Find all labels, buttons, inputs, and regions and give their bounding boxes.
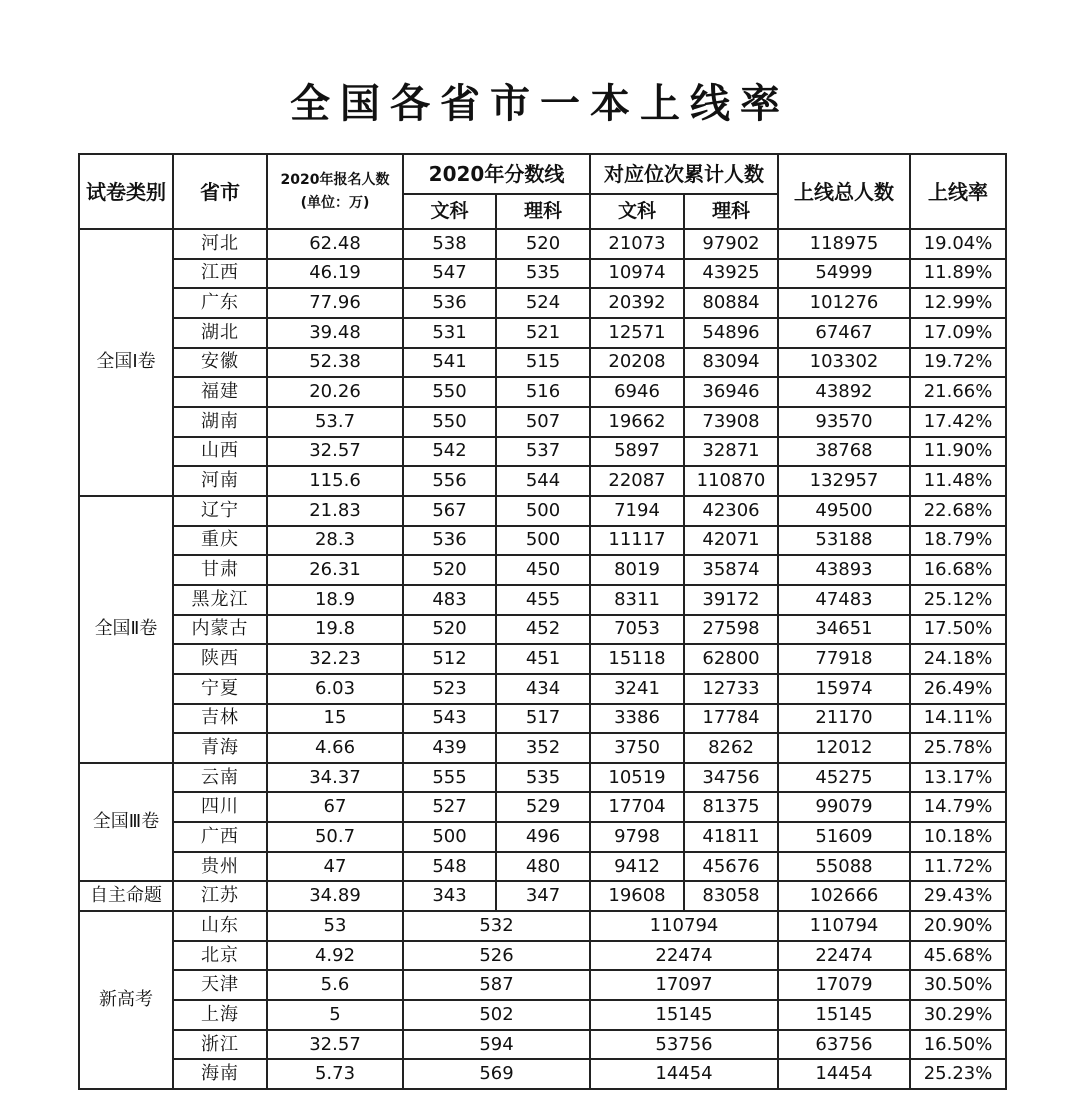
total-cell: 93570 — [778, 407, 910, 437]
category-cell: 自主命题 — [79, 881, 173, 911]
cum-liberal-arts-cell: 7053 — [590, 615, 684, 645]
province-cell: 广东 — [173, 288, 267, 318]
total-cell: 43893 — [778, 555, 910, 585]
province-cell: 浙江 — [173, 1030, 267, 1060]
score-liberal-arts-cell: 556 — [403, 466, 496, 496]
rate-cell: 30.50% — [910, 970, 1006, 1000]
table-row — [79, 377, 1006, 407]
applicants-cell: 28.3 — [267, 526, 403, 556]
category-cell: 全国Ⅲ卷 — [79, 763, 173, 882]
total-cell: 103302 — [778, 348, 910, 378]
cum-liberal-arts-cell: 19608 — [590, 881, 684, 911]
score-science-cell: 535 — [496, 259, 590, 289]
total-cell: 101276 — [778, 288, 910, 318]
score-science-cell: 544 — [496, 466, 590, 496]
table-row — [79, 881, 1006, 911]
applicants-cell: 50.7 — [267, 822, 403, 852]
cum-science-cell: 83094 — [684, 348, 778, 378]
total-cell: 47483 — [778, 585, 910, 615]
score-liberal-arts-cell: 536 — [403, 288, 496, 318]
cum-science-cell: 36946 — [684, 377, 778, 407]
total-cell: 22474 — [778, 941, 910, 971]
province-cell: 江苏 — [173, 881, 267, 911]
header-cum-liberal-arts: 文科 — [590, 194, 684, 229]
province-cell: 福建 — [173, 377, 267, 407]
cum-liberal-arts-cell: 3750 — [590, 733, 684, 763]
applicants-cell: 21.83 — [267, 496, 403, 526]
table-row — [79, 1059, 1006, 1089]
applicants-cell: 6.03 — [267, 674, 403, 704]
table-row — [79, 229, 1006, 259]
province-cell: 河北 — [173, 229, 267, 259]
rate-cell: 22.68% — [910, 496, 1006, 526]
category-cell: 全国Ⅱ卷 — [79, 496, 173, 763]
score-science-cell: 535 — [496, 763, 590, 793]
rate-cell: 25.78% — [910, 733, 1006, 763]
cum-science-cell: 83058 — [684, 881, 778, 911]
province-cell: 宁夏 — [173, 674, 267, 704]
total-cell: 132957 — [778, 466, 910, 496]
cum-liberal-arts-cell: 7194 — [590, 496, 684, 526]
province-cell: 甘肃 — [173, 555, 267, 585]
cum-liberal-arts-cell: 22087 — [590, 466, 684, 496]
province-cell: 内蒙古 — [173, 615, 267, 645]
applicants-cell: 26.31 — [267, 555, 403, 585]
score-liberal-arts-cell: 531 — [403, 318, 496, 348]
rate-cell: 17.42% — [910, 407, 1006, 437]
cum-science-cell: 73908 — [684, 407, 778, 437]
applicants-cell: 77.96 — [267, 288, 403, 318]
table-row — [79, 911, 1006, 941]
score-science-cell: 529 — [496, 792, 590, 822]
total-cell: 51609 — [778, 822, 910, 852]
table-row — [79, 437, 1006, 467]
applicants-cell: 32.57 — [267, 437, 403, 467]
score-science-cell: 521 — [496, 318, 590, 348]
cum-liberal-arts-cell: 15118 — [590, 644, 684, 674]
table-row — [79, 1030, 1006, 1060]
cum-liberal-arts-cell: 8311 — [590, 585, 684, 615]
header-rate: 上线率 — [910, 154, 1006, 229]
table-row — [79, 496, 1006, 526]
rate-cell: 29.43% — [910, 881, 1006, 911]
score-science-cell: 496 — [496, 822, 590, 852]
rate-cell: 19.04% — [910, 229, 1006, 259]
applicants-cell: 62.48 — [267, 229, 403, 259]
province-cell: 重庆 — [173, 526, 267, 556]
applicants-cell: 19.8 — [267, 615, 403, 645]
cum-liberal-arts-cell: 3241 — [590, 674, 684, 704]
province-cell: 湖南 — [173, 407, 267, 437]
total-cell: 15974 — [778, 674, 910, 704]
cum-liberal-arts-cell: 9798 — [590, 822, 684, 852]
applicants-cell: 18.9 — [267, 585, 403, 615]
header-cumulative: 对应位次累计人数 — [590, 154, 778, 194]
rate-cell: 21.66% — [910, 377, 1006, 407]
cum-liberal-arts-cell: 20208 — [590, 348, 684, 378]
table-row — [79, 733, 1006, 763]
table-row — [79, 644, 1006, 674]
cum-science-cell: 41811 — [684, 822, 778, 852]
total-cell: 34651 — [778, 615, 910, 645]
score-liberal-arts-cell: 542 — [403, 437, 496, 467]
applicants-cell: 67 — [267, 792, 403, 822]
province-cell: 吉林 — [173, 704, 267, 734]
score-liberal-arts-cell: 523 — [403, 674, 496, 704]
cum-science-cell: 17784 — [684, 704, 778, 734]
table-row — [79, 555, 1006, 585]
score-liberal-arts-cell: 567 — [403, 496, 496, 526]
score-science-cell: 347 — [496, 881, 590, 911]
header-applicants — [267, 154, 403, 229]
applicants-cell: 39.48 — [267, 318, 403, 348]
score-science-cell: 451 — [496, 644, 590, 674]
header-category: 试卷类别 — [79, 154, 173, 229]
rate-cell: 11.90% — [910, 437, 1006, 467]
cum-science-cell: 110870 — [684, 466, 778, 496]
applicants-cell: 115.6 — [267, 466, 403, 496]
rate-cell: 11.48% — [910, 466, 1006, 496]
total-cell: 17079 — [778, 970, 910, 1000]
total-cell: 12012 — [778, 733, 910, 763]
cum-science-cell: 39172 — [684, 585, 778, 615]
score-liberal-arts-cell: 512 — [403, 644, 496, 674]
rate-cell: 20.90% — [910, 911, 1006, 941]
applicants-cell: 4.66 — [267, 733, 403, 763]
rate-cell: 30.29% — [910, 1000, 1006, 1030]
table-row — [79, 407, 1006, 437]
score-science-cell: 537 — [496, 437, 590, 467]
rate-cell: 12.99% — [910, 288, 1006, 318]
cum-liberal-arts-cell: 5897 — [590, 437, 684, 467]
province-cell: 北京 — [173, 941, 267, 971]
cum-liberal-arts-cell: 10974 — [590, 259, 684, 289]
applicants-cell: 47 — [267, 852, 403, 882]
score-science-cell: 480 — [496, 852, 590, 882]
score-liberal-arts-cell: 555 — [403, 763, 496, 793]
cumulative-cell: 17097 — [590, 970, 778, 1000]
applicants-cell: 34.37 — [267, 763, 403, 793]
score-liberal-arts-cell: 548 — [403, 852, 496, 882]
cum-science-cell: 42071 — [684, 526, 778, 556]
page-title: 全国各省市一本上线率 — [290, 81, 790, 127]
province-cell: 贵州 — [173, 852, 267, 882]
cum-liberal-arts-cell: 3386 — [590, 704, 684, 734]
rate-cell: 11.72% — [910, 852, 1006, 882]
score-science-cell: 452 — [496, 615, 590, 645]
total-cell: 14454 — [778, 1059, 910, 1089]
cum-liberal-arts-cell: 19662 — [590, 407, 684, 437]
pass-rate-table — [78, 153, 1007, 1090]
cum-liberal-arts-cell: 21073 — [590, 229, 684, 259]
cum-liberal-arts-cell: 11117 — [590, 526, 684, 556]
rate-cell: 24.18% — [910, 644, 1006, 674]
total-cell: 43892 — [778, 377, 910, 407]
table-row — [79, 792, 1006, 822]
cum-science-cell: 12733 — [684, 674, 778, 704]
cum-science-cell: 32871 — [684, 437, 778, 467]
total-cell: 118975 — [778, 229, 910, 259]
table-row — [79, 259, 1006, 289]
applicants-cell: 20.26 — [267, 377, 403, 407]
cum-science-cell: 27598 — [684, 615, 778, 645]
province-cell: 山西 — [173, 437, 267, 467]
cum-science-cell: 42306 — [684, 496, 778, 526]
table-row — [79, 466, 1006, 496]
score-liberal-arts-cell: 520 — [403, 615, 496, 645]
applicants-cell: 34.89 — [267, 881, 403, 911]
province-cell: 四川 — [173, 792, 267, 822]
score-science-cell: 434 — [496, 674, 590, 704]
table-row — [79, 763, 1006, 793]
cum-science-cell: 97902 — [684, 229, 778, 259]
score-liberal-arts-cell: 527 — [403, 792, 496, 822]
header-province: 省市 — [173, 154, 267, 229]
province-cell: 海南 — [173, 1059, 267, 1089]
score-science-cell: 507 — [496, 407, 590, 437]
applicants-cell: 15 — [267, 704, 403, 734]
header-applicants-line1: 2020年报名人数 — [280, 172, 390, 189]
rate-cell: 14.11% — [910, 704, 1006, 734]
total-cell: 53188 — [778, 526, 910, 556]
score-science-cell: 352 — [496, 733, 590, 763]
province-cell: 广西 — [173, 822, 267, 852]
cum-liberal-arts-cell: 9412 — [590, 852, 684, 882]
table-row — [79, 941, 1006, 971]
score-liberal-arts-cell: 550 — [403, 407, 496, 437]
total-cell: 67467 — [778, 318, 910, 348]
score-science-cell: 517 — [496, 704, 590, 734]
score-science-cell: 524 — [496, 288, 590, 318]
total-cell: 102666 — [778, 881, 910, 911]
table-row — [79, 348, 1006, 378]
header-score-liberal-arts: 文科 — [403, 194, 496, 229]
table-row — [79, 822, 1006, 852]
category-cell: 新高考 — [79, 911, 173, 1089]
header-score-science: 理科 — [496, 194, 590, 229]
total-cell: 45275 — [778, 763, 910, 793]
score-liberal-arts-cell: 536 — [403, 526, 496, 556]
total-cell: 55088 — [778, 852, 910, 882]
score-line-cell: 526 — [403, 941, 590, 971]
rate-cell: 26.49% — [910, 674, 1006, 704]
cum-science-cell: 81375 — [684, 792, 778, 822]
province-cell: 天津 — [173, 970, 267, 1000]
rate-cell: 45.68% — [910, 941, 1006, 971]
total-cell: 110794 — [778, 911, 910, 941]
cum-science-cell: 34756 — [684, 763, 778, 793]
rate-cell: 13.17% — [910, 763, 1006, 793]
cum-science-cell: 62800 — [684, 644, 778, 674]
rate-cell: 17.09% — [910, 318, 1006, 348]
applicants-cell: 5 — [267, 1000, 403, 1030]
category-cell: 全国Ⅰ卷 — [79, 229, 173, 496]
total-cell: 38768 — [778, 437, 910, 467]
cum-science-cell: 35874 — [684, 555, 778, 585]
rate-cell: 16.68% — [910, 555, 1006, 585]
score-liberal-arts-cell: 550 — [403, 377, 496, 407]
cum-science-cell: 8262 — [684, 733, 778, 763]
rate-cell: 11.89% — [910, 259, 1006, 289]
score-line-cell: 569 — [403, 1059, 590, 1089]
score-science-cell: 515 — [496, 348, 590, 378]
cumulative-cell: 15145 — [590, 1000, 778, 1030]
score-liberal-arts-cell: 483 — [403, 585, 496, 615]
header-cum-science: 理科 — [684, 194, 778, 229]
score-liberal-arts-cell: 520 — [403, 555, 496, 585]
province-cell: 云南 — [173, 763, 267, 793]
total-cell: 21170 — [778, 704, 910, 734]
cum-liberal-arts-cell: 17704 — [590, 792, 684, 822]
cum-liberal-arts-cell: 12571 — [590, 318, 684, 348]
applicants-cell: 53 — [267, 911, 403, 941]
score-science-cell: 500 — [496, 496, 590, 526]
table-row — [79, 585, 1006, 615]
cum-science-cell: 43925 — [684, 259, 778, 289]
score-science-cell: 520 — [496, 229, 590, 259]
table-row — [79, 615, 1006, 645]
score-line-cell: 532 — [403, 911, 590, 941]
score-liberal-arts-cell: 343 — [403, 881, 496, 911]
cumulative-cell: 22474 — [590, 941, 778, 971]
cum-science-cell: 54896 — [684, 318, 778, 348]
province-cell: 湖北 — [173, 318, 267, 348]
province-cell: 青海 — [173, 733, 267, 763]
score-liberal-arts-cell: 547 — [403, 259, 496, 289]
province-cell: 江西 — [173, 259, 267, 289]
rate-cell: 25.12% — [910, 585, 1006, 615]
table-row — [79, 704, 1006, 734]
header-score-line: 2020年分数线 — [403, 154, 590, 194]
table-body — [79, 229, 1006, 1089]
score-liberal-arts-cell: 541 — [403, 348, 496, 378]
rate-cell: 25.23% — [910, 1059, 1006, 1089]
rate-cell: 10.18% — [910, 822, 1006, 852]
cum-liberal-arts-cell: 20392 — [590, 288, 684, 318]
total-cell: 49500 — [778, 496, 910, 526]
applicants-cell: 4.92 — [267, 941, 403, 971]
header-applicants-line2: (单位：万) — [300, 194, 370, 211]
rate-cell: 19.72% — [910, 348, 1006, 378]
score-line-cell: 594 — [403, 1030, 590, 1060]
cum-liberal-arts-cell: 6946 — [590, 377, 684, 407]
province-cell: 山东 — [173, 911, 267, 941]
total-cell: 15145 — [778, 1000, 910, 1030]
cum-liberal-arts-cell: 8019 — [590, 555, 684, 585]
score-liberal-arts-cell: 500 — [403, 822, 496, 852]
table-row — [79, 1000, 1006, 1030]
total-cell: 54999 — [778, 259, 910, 289]
table-row — [79, 852, 1006, 882]
score-science-cell: 450 — [496, 555, 590, 585]
cum-liberal-arts-cell: 10519 — [590, 763, 684, 793]
applicants-cell: 46.19 — [267, 259, 403, 289]
score-line-cell: 502 — [403, 1000, 590, 1030]
applicants-cell: 53.7 — [267, 407, 403, 437]
applicants-cell: 32.57 — [267, 1030, 403, 1060]
cum-science-cell: 80884 — [684, 288, 778, 318]
applicants-cell: 32.23 — [267, 644, 403, 674]
province-cell: 上海 — [173, 1000, 267, 1030]
province-cell: 辽宁 — [173, 496, 267, 526]
total-cell: 99079 — [778, 792, 910, 822]
cum-science-cell: 45676 — [684, 852, 778, 882]
score-liberal-arts-cell: 543 — [403, 704, 496, 734]
score-liberal-arts-cell: 538 — [403, 229, 496, 259]
table-row — [79, 526, 1006, 556]
rate-cell: 17.50% — [910, 615, 1006, 645]
score-science-cell: 455 — [496, 585, 590, 615]
cumulative-cell: 53756 — [590, 1030, 778, 1060]
score-liberal-arts-cell: 439 — [403, 733, 496, 763]
score-science-cell: 500 — [496, 526, 590, 556]
table-row — [79, 318, 1006, 348]
table-row — [79, 288, 1006, 318]
province-cell: 黑龙江 — [173, 585, 267, 615]
province-cell: 河南 — [173, 466, 267, 496]
total-cell: 77918 — [778, 644, 910, 674]
rate-cell: 14.79% — [910, 792, 1006, 822]
score-science-cell: 516 — [496, 377, 590, 407]
applicants-cell: 5.6 — [267, 970, 403, 1000]
province-cell: 陕西 — [173, 644, 267, 674]
rate-cell: 16.50% — [910, 1030, 1006, 1060]
cumulative-cell: 110794 — [590, 911, 778, 941]
table-row — [79, 970, 1006, 1000]
province-cell: 安徽 — [173, 348, 267, 378]
header-total: 上线总人数 — [778, 154, 910, 229]
rate-cell: 18.79% — [910, 526, 1006, 556]
cumulative-cell: 14454 — [590, 1059, 778, 1089]
applicants-cell: 52.38 — [267, 348, 403, 378]
table-row — [79, 674, 1006, 704]
total-cell: 63756 — [778, 1030, 910, 1060]
applicants-cell: 5.73 — [267, 1059, 403, 1089]
score-line-cell: 587 — [403, 970, 590, 1000]
